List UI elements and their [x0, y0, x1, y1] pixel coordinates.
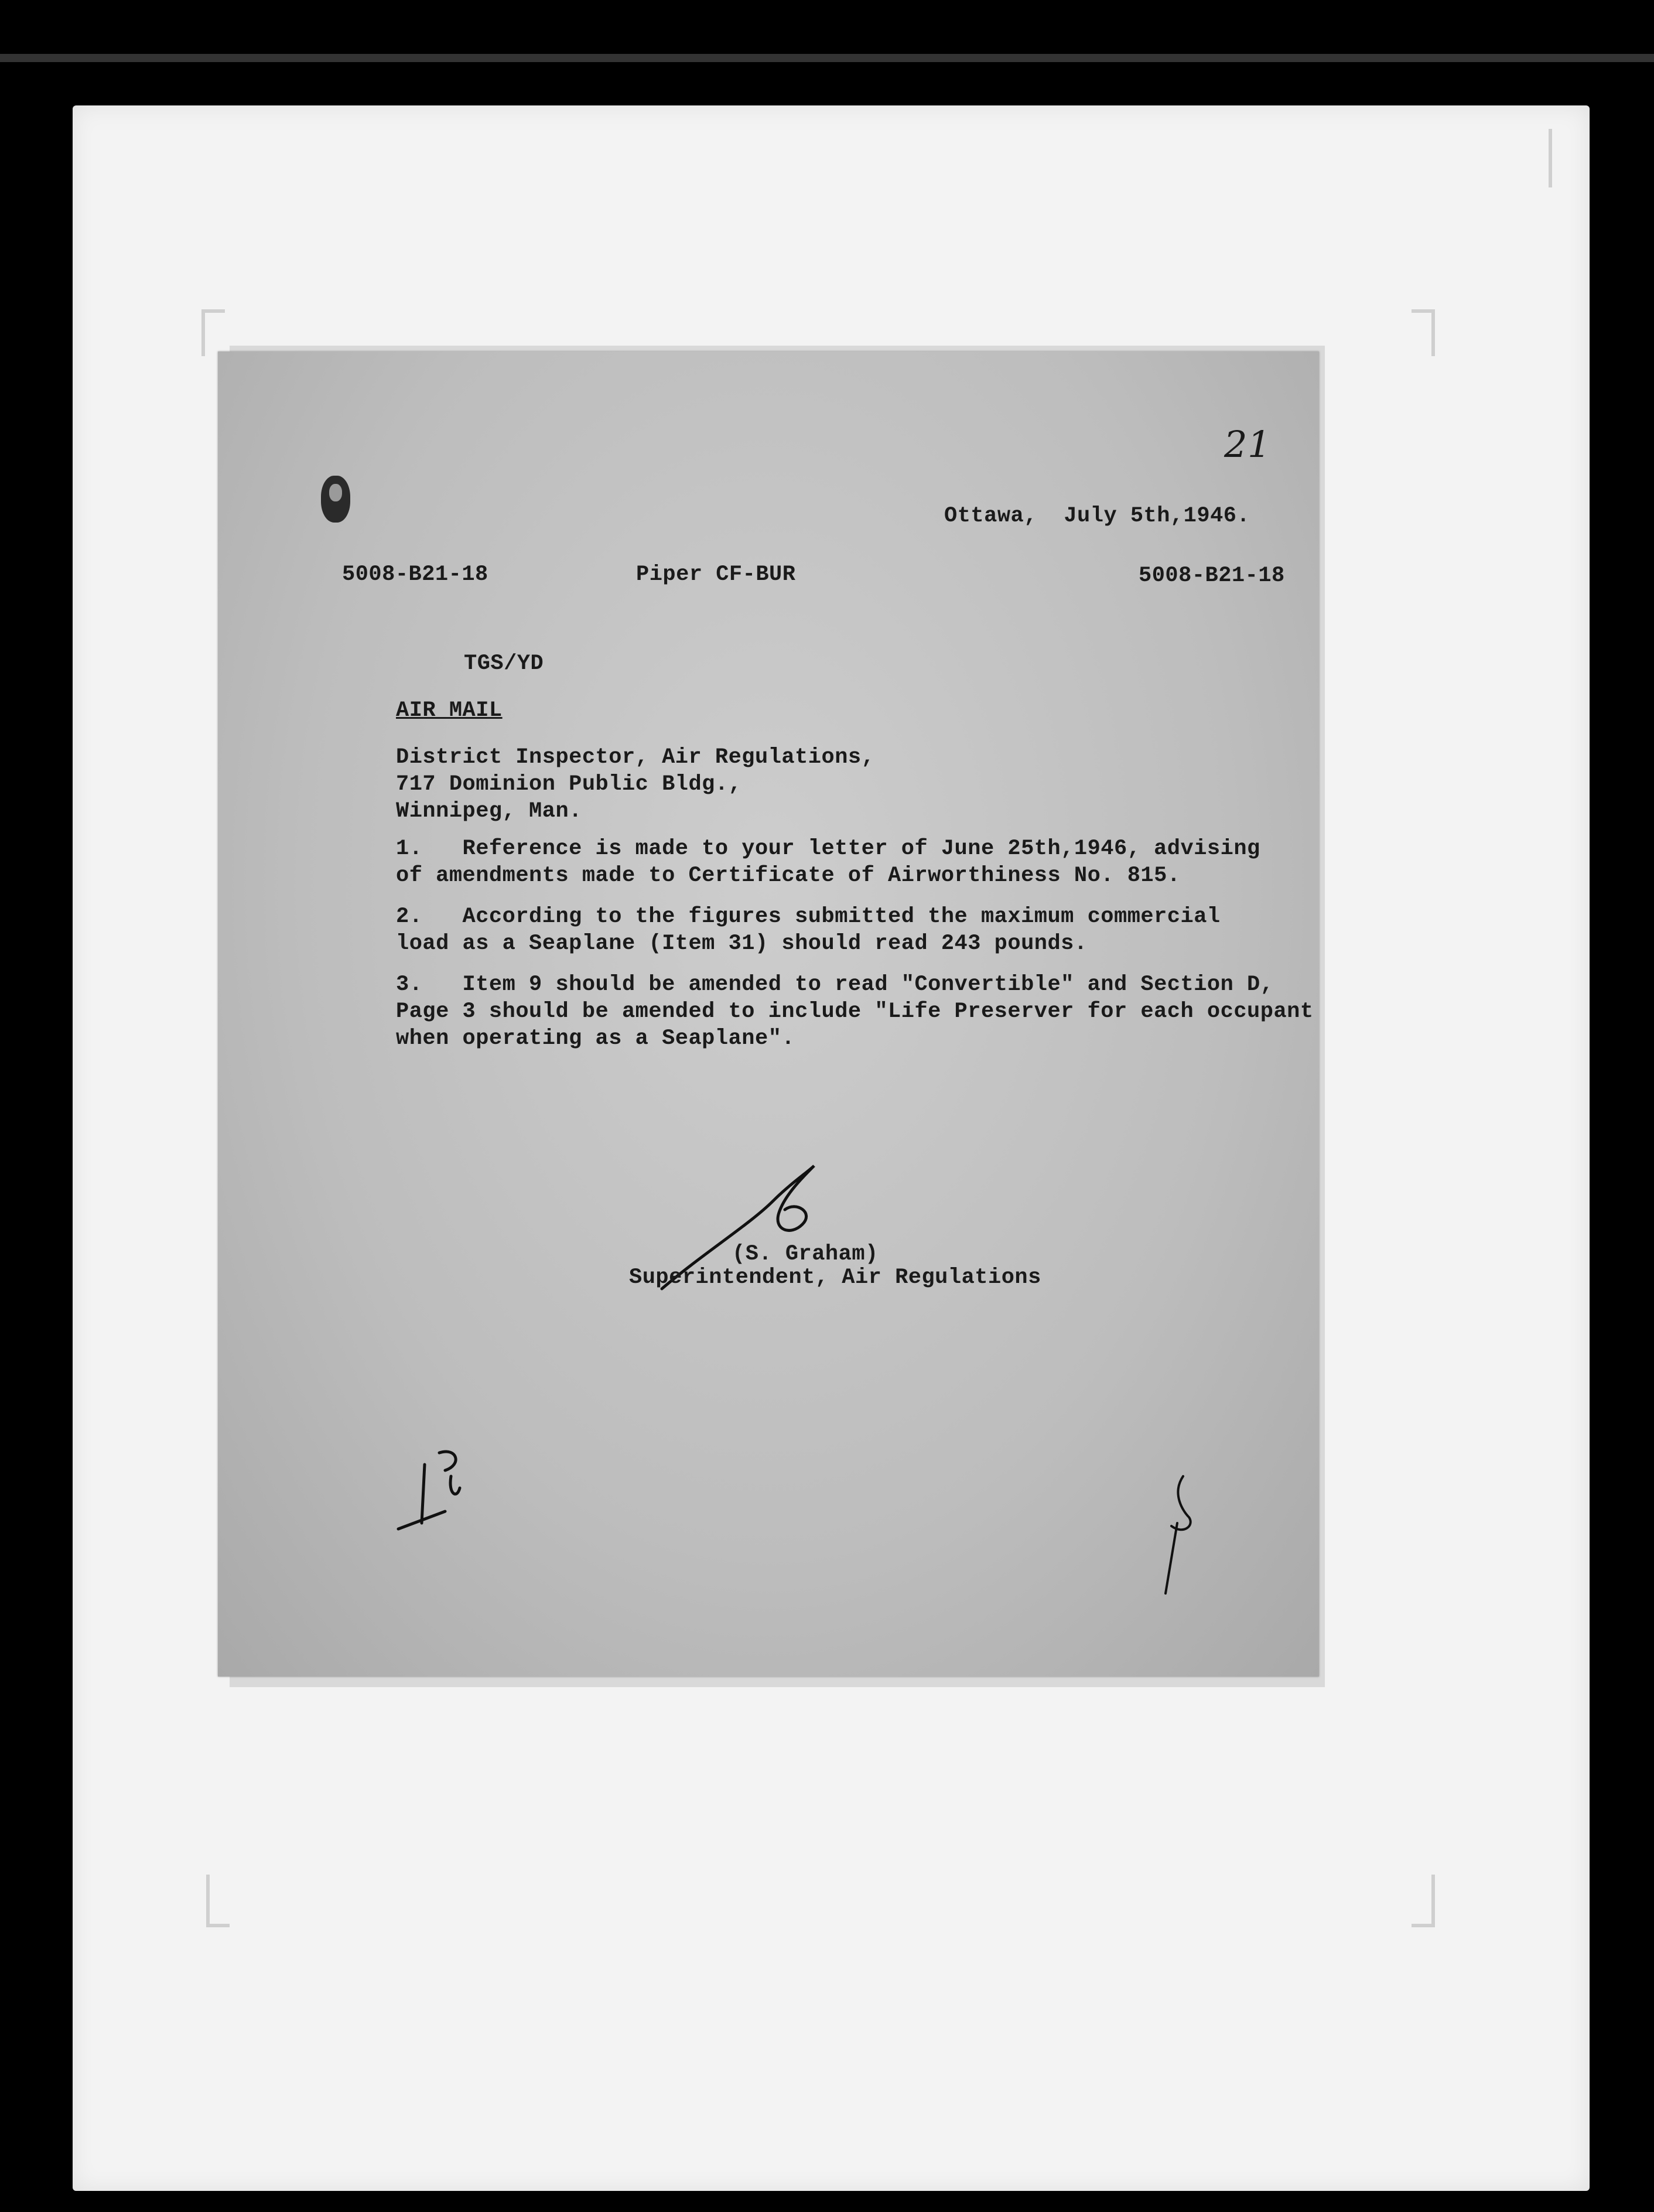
folio-number: 21 [1224, 423, 1271, 466]
address-line: 717 Dominion Public Bldg., [396, 772, 742, 797]
paragraph-line: load as a Seaplane (Item 31) should read 243 pounds. [396, 931, 1088, 956]
address-line: District Inspector, Air Regulations, [396, 745, 875, 770]
signatory-name: (S. Graham) [732, 1242, 879, 1267]
handwritten-mark [1148, 1470, 1201, 1599]
paragraph-line: 2. According to the figures submitted the maximum commercial [396, 904, 1221, 929]
subject-line: Piper CF-BUR [636, 562, 796, 587]
paragraph-line: 3. Item 9 should be amended to read "Convertible" and Section D, [396, 972, 1274, 997]
punch-hole [321, 476, 350, 523]
place-date: Ottawa, July 5th,1946. [944, 504, 1250, 528]
reference-initials: TGS/YD [464, 651, 544, 676]
paragraph-line: 1. Reference is made to your letter of June 25th,1946, advising [396, 837, 1260, 861]
address-line: Winnipeg, Man. [396, 799, 582, 824]
film-edge [0, 54, 1654, 62]
file-ref-left: 5008-B21-18 [342, 562, 488, 587]
delivery-method: AIR MAIL [396, 698, 503, 723]
file-ref-right: 5008-B21-18 [1139, 564, 1285, 588]
handwritten-initials [381, 1441, 486, 1535]
paragraph-line: when operating as a Seaplane". [396, 1026, 795, 1051]
signatory-title: Superintendent, Air Regulations [629, 1265, 1041, 1290]
paragraph-line: of amendments made to Certificate of Airworthiness No. 815. [396, 863, 1181, 888]
paragraph-line: Page 3 should be amended to include "Life Preserver for each occupant [396, 999, 1314, 1024]
